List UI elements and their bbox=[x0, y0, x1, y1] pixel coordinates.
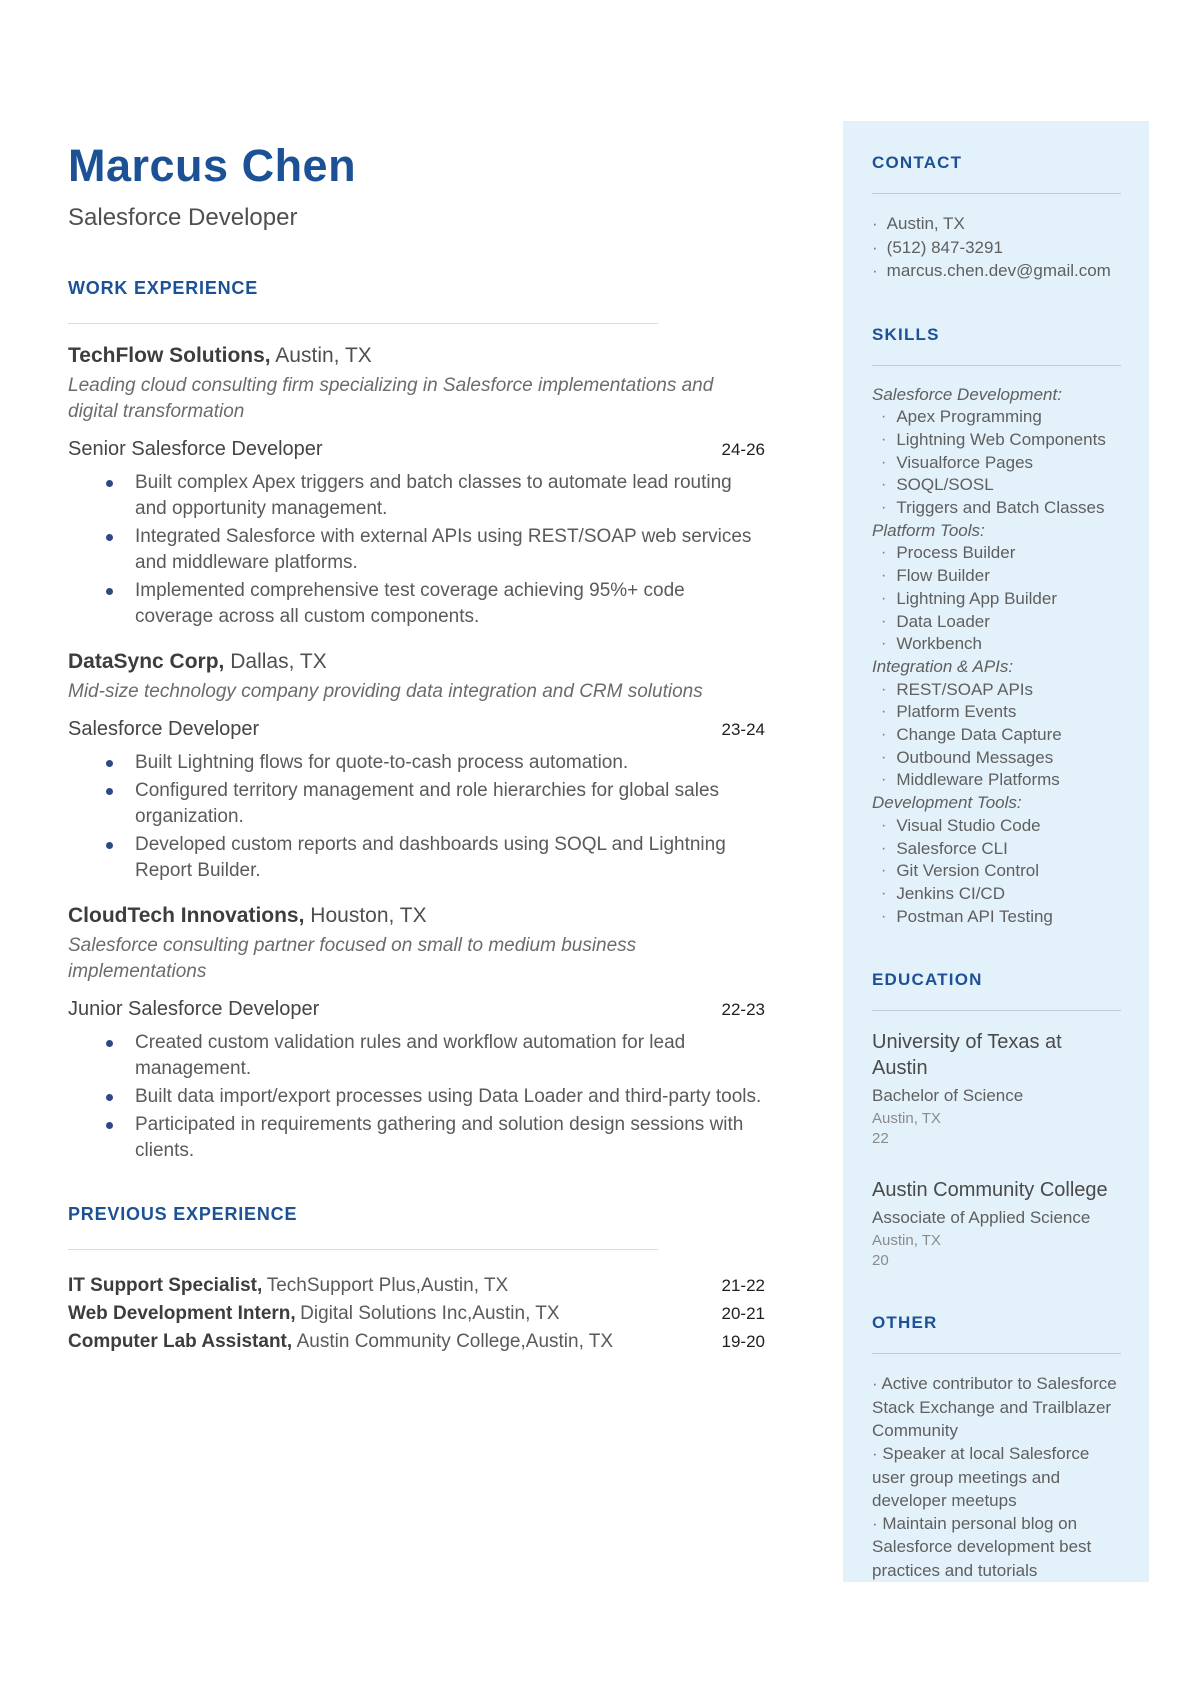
education-entry bbox=[872, 1029, 1121, 1149]
job-bullets bbox=[68, 1030, 765, 1164]
role-dates: 23-24 bbox=[721, 720, 765, 739]
bullet-icon: · bbox=[881, 907, 887, 925]
bullet-icon: · bbox=[881, 544, 887, 562]
company-summary: Mid-size technology company providing data integration and CRM solutions bbox=[68, 681, 703, 702]
bullet-icon: · bbox=[881, 453, 887, 471]
bullet-icon: · bbox=[881, 408, 887, 426]
company-line bbox=[68, 904, 765, 928]
bullet-text: Implemented comprehensive test coverage achieving 95%+ code coverage across all custom components. bbox=[135, 580, 685, 627]
skills-heading: SKILLS bbox=[872, 324, 940, 344]
skill-text: Git Version Control bbox=[896, 861, 1040, 881]
role-dates: 24-26 bbox=[721, 440, 765, 459]
bullet-icon: · bbox=[881, 635, 887, 653]
role-dates: 22-23 bbox=[721, 1000, 765, 1019]
skill-item bbox=[872, 906, 1121, 929]
other-section bbox=[872, 1313, 1121, 1582]
job-entry bbox=[68, 344, 765, 630]
bullet-text: Created custom validation rules and workflow automation for lead management. bbox=[135, 1032, 686, 1079]
company-location: Dallas, TX bbox=[230, 650, 327, 673]
previous-role-company bbox=[68, 1328, 613, 1356]
school-degree: Bachelor of Science bbox=[872, 1086, 1024, 1106]
contact-text: (512) 847-3291 bbox=[886, 237, 1003, 257]
skill-text: Lightning App Builder bbox=[896, 588, 1058, 608]
bullet-icon: · bbox=[881, 476, 887, 494]
role-title: Salesforce Developer bbox=[68, 718, 260, 740]
bullet-icon: · bbox=[881, 589, 887, 607]
job-bullet bbox=[68, 1112, 765, 1164]
skill-text: Jenkins CI/CD bbox=[896, 883, 1005, 903]
skill-item bbox=[872, 588, 1121, 611]
school-name: Austin Community College bbox=[872, 1179, 1108, 1202]
bullet-icon bbox=[106, 480, 113, 487]
job-bullet bbox=[68, 1030, 765, 1082]
school-year: 20 bbox=[872, 1252, 889, 1270]
skill-category-label: Integration & APIs: bbox=[872, 656, 1014, 676]
previous-company: Digital Solutions Inc,Austin, TX bbox=[300, 1303, 560, 1324]
skill-item bbox=[872, 474, 1121, 497]
other-item: · Speaker at local Salesforce user group meetings and developer meetups bbox=[872, 1444, 1090, 1510]
bullet-icon: · bbox=[872, 1444, 878, 1464]
bullet-icon bbox=[106, 1094, 113, 1101]
skill-item bbox=[872, 611, 1121, 634]
contact-item bbox=[872, 212, 1121, 236]
skill-text: Flow Builder bbox=[896, 566, 990, 586]
section-divider bbox=[872, 365, 1121, 366]
skill-item bbox=[872, 452, 1121, 475]
contact-heading: CONTACT bbox=[872, 153, 963, 172]
bullet-icon: · bbox=[881, 862, 887, 880]
skill-item bbox=[872, 883, 1121, 906]
company-name: TechFlow Solutions, bbox=[68, 344, 271, 367]
bullet-icon bbox=[106, 1122, 113, 1129]
bullet-icon: · bbox=[881, 839, 887, 857]
bullet-icon: · bbox=[881, 726, 887, 744]
work-experience-heading: WORK EXPERIENCE bbox=[68, 278, 259, 298]
section-divider bbox=[872, 1010, 1121, 1011]
school-location: Austin, TX bbox=[872, 1232, 941, 1250]
bullet-icon: · bbox=[872, 261, 878, 280]
person-title: Salesforce Developer bbox=[68, 204, 298, 231]
contact-item bbox=[872, 236, 1121, 260]
education-section bbox=[872, 970, 1121, 1271]
other-item: · Maintain personal blog on Salesforce development best practices and tutorials bbox=[872, 1514, 1092, 1580]
job-bullets bbox=[68, 750, 765, 884]
bullet-icon: · bbox=[881, 816, 887, 834]
education-list bbox=[872, 1029, 1121, 1271]
skill-item bbox=[872, 860, 1121, 883]
school-degree: Associate of Applied Science bbox=[872, 1208, 1091, 1228]
skill-text: Workbench bbox=[896, 634, 983, 654]
job-bullet bbox=[68, 470, 765, 522]
skill-category-label: Salesforce Development: bbox=[872, 384, 1062, 404]
company-summary: Leading cloud consulting firm specializing in Salesforce implementations and digital transformation bbox=[68, 375, 714, 422]
skill-item bbox=[872, 497, 1121, 520]
bullet-icon bbox=[106, 1040, 113, 1047]
role-row bbox=[68, 998, 765, 1021]
education-entry bbox=[872, 1177, 1121, 1271]
skills-section bbox=[872, 325, 1121, 929]
bullet-text: Configured territory management and role hierarchies for global sales organization. bbox=[135, 780, 720, 827]
skill-text: REST/SOAP APIs bbox=[896, 679, 1034, 699]
company-location: Houston, TX bbox=[310, 904, 427, 927]
job-bullet bbox=[68, 750, 765, 776]
bullet-text: Integrated Salesforce with external APIs using REST/SOAP web services and middleware platforms. bbox=[135, 526, 752, 573]
skill-group bbox=[872, 792, 1121, 928]
previous-dates: 19-20 bbox=[721, 1332, 765, 1351]
skill-text: SOQL/SOSL bbox=[896, 475, 994, 495]
sidebar bbox=[843, 121, 1149, 1582]
skill-group bbox=[872, 384, 1121, 520]
bullet-text: Built data import/export processes using Data Loader and third-party tools. bbox=[135, 1086, 762, 1107]
skill-item bbox=[872, 679, 1121, 702]
bullet-icon: · bbox=[881, 430, 887, 448]
company-name: DataSync Corp, bbox=[68, 650, 225, 673]
contact-text: marcus.chen.dev@gmail.com bbox=[886, 261, 1111, 280]
bullet-icon: · bbox=[881, 680, 887, 698]
skill-item bbox=[872, 429, 1121, 452]
job-bullet bbox=[68, 1084, 765, 1110]
bullet-text: Built complex Apex triggers and batch classes to automate lead routing and opportunity management. bbox=[135, 472, 732, 519]
bullet-icon: · bbox=[881, 884, 887, 902]
skill-item bbox=[872, 701, 1121, 724]
jobs-list bbox=[68, 344, 765, 1164]
skill-item bbox=[872, 838, 1121, 861]
contact-text: Austin, TX bbox=[886, 214, 965, 233]
previous-experience-list bbox=[68, 1272, 765, 1356]
skill-text: Process Builder bbox=[896, 543, 1016, 563]
company-name: CloudTech Innovations, bbox=[68, 904, 305, 927]
skill-item bbox=[872, 815, 1121, 838]
bullet-icon bbox=[106, 760, 113, 767]
person-name: Marcus Chen bbox=[68, 140, 357, 191]
previous-role: IT Support Specialist, bbox=[68, 1275, 263, 1296]
section-divider bbox=[68, 1249, 658, 1250]
school-name: University of Texas at Austin bbox=[872, 1031, 1062, 1080]
company-summary: Salesforce consulting partner focused on small to medium business implementations bbox=[68, 935, 637, 982]
skill-item bbox=[872, 406, 1121, 429]
job-bullets bbox=[68, 470, 765, 630]
bullet-icon bbox=[106, 842, 113, 849]
skill-text: Platform Events bbox=[896, 702, 1017, 722]
bullet-icon: · bbox=[872, 237, 878, 257]
contact-list bbox=[872, 212, 1121, 283]
previous-role-company bbox=[68, 1300, 560, 1328]
skill-group bbox=[872, 520, 1121, 656]
role-title: Junior Salesforce Developer bbox=[68, 998, 320, 1020]
skills-list bbox=[872, 384, 1121, 929]
previous-role: Web Development Intern, bbox=[68, 1303, 296, 1324]
job-entry bbox=[68, 650, 765, 884]
previous-experience-heading: PREVIOUS EXPERIENCE bbox=[68, 1204, 298, 1224]
previous-company: Austin Community College,Austin, TX bbox=[296, 1331, 614, 1352]
bullet-text: Built Lightning flows for quote-to-cash process automation. bbox=[135, 752, 629, 773]
previous-dates: 21-22 bbox=[721, 1276, 765, 1295]
skill-item bbox=[872, 747, 1121, 770]
company-line bbox=[68, 344, 765, 368]
role-title: Senior Salesforce Developer bbox=[68, 438, 323, 460]
role-row bbox=[68, 718, 765, 741]
skill-item bbox=[872, 542, 1121, 565]
previous-role-company bbox=[68, 1272, 508, 1300]
previous-dates: 20-21 bbox=[721, 1304, 765, 1323]
skill-item bbox=[872, 633, 1121, 656]
section-divider bbox=[872, 193, 1121, 194]
skill-category-label: Development Tools: bbox=[872, 793, 1022, 813]
bullet-icon: · bbox=[881, 771, 887, 789]
skill-text: Visualforce Pages bbox=[896, 452, 1034, 472]
skill-text: Middleware Platforms bbox=[896, 770, 1060, 790]
school-location: Austin, TX bbox=[872, 1110, 941, 1128]
skill-text: Salesforce CLI bbox=[896, 838, 1008, 858]
bullet-icon bbox=[106, 588, 113, 595]
bullet-icon: · bbox=[881, 499, 887, 517]
skill-text: Outbound Messages bbox=[896, 747, 1054, 767]
skill-text: Visual Studio Code bbox=[896, 815, 1041, 835]
skill-item bbox=[872, 565, 1121, 588]
skill-text: Apex Programming bbox=[896, 407, 1042, 427]
job-bullet bbox=[68, 578, 765, 630]
job-bullet bbox=[68, 524, 765, 576]
bullet-icon bbox=[106, 788, 113, 795]
bullet-icon: · bbox=[881, 567, 887, 585]
company-location: Austin, TX bbox=[275, 344, 372, 367]
bullet-text: Developed custom reports and dashboards using SOQL and Lightning Report Builder. bbox=[135, 834, 726, 881]
skill-text: Lightning Web Components bbox=[896, 429, 1106, 449]
other-item: · Active contributor to Salesforce Stack Exchange and Trailblazer Community bbox=[872, 1374, 1117, 1440]
skill-text: Data Loader bbox=[896, 611, 990, 631]
skill-category-label: Platform Tools: bbox=[872, 520, 985, 540]
bullet-icon: · bbox=[872, 1374, 878, 1394]
bullet-icon: · bbox=[872, 214, 878, 233]
bullet-text: Participated in requirements gathering and solution design sessions with clients. bbox=[135, 1114, 744, 1161]
bullet-icon bbox=[106, 534, 113, 541]
previous-role: Computer Lab Assistant, bbox=[68, 1331, 293, 1352]
skill-group bbox=[872, 656, 1121, 792]
bullet-icon: · bbox=[881, 612, 887, 630]
skill-text: Triggers and Batch Classes bbox=[896, 498, 1105, 518]
section-divider bbox=[872, 1353, 1121, 1354]
previous-experience-row bbox=[68, 1272, 765, 1300]
main-column bbox=[68, 0, 765, 1356]
bullet-icon: · bbox=[881, 703, 887, 721]
skill-text: Change Data Capture bbox=[896, 725, 1062, 745]
section-divider bbox=[68, 323, 658, 324]
role-row bbox=[68, 438, 765, 461]
bullet-icon: · bbox=[872, 1514, 878, 1534]
skill-item bbox=[872, 724, 1121, 747]
previous-company: TechSupport Plus,Austin, TX bbox=[266, 1275, 509, 1296]
contact-section bbox=[872, 153, 1121, 283]
previous-experience-row bbox=[68, 1300, 765, 1328]
job-bullet bbox=[68, 832, 765, 884]
education-heading: EDUCATION bbox=[872, 970, 983, 990]
school-year: 22 bbox=[872, 1130, 889, 1148]
job-entry bbox=[68, 904, 765, 1164]
contact-item bbox=[872, 259, 1121, 283]
previous-experience-row bbox=[68, 1328, 765, 1356]
skill-item bbox=[872, 769, 1121, 792]
other-list bbox=[872, 1372, 1121, 1582]
job-bullet bbox=[68, 778, 765, 830]
company-line bbox=[68, 650, 765, 674]
other-heading: OTHER bbox=[872, 1313, 938, 1333]
bullet-icon: · bbox=[881, 748, 887, 766]
skill-text: Postman API Testing bbox=[896, 906, 1053, 926]
